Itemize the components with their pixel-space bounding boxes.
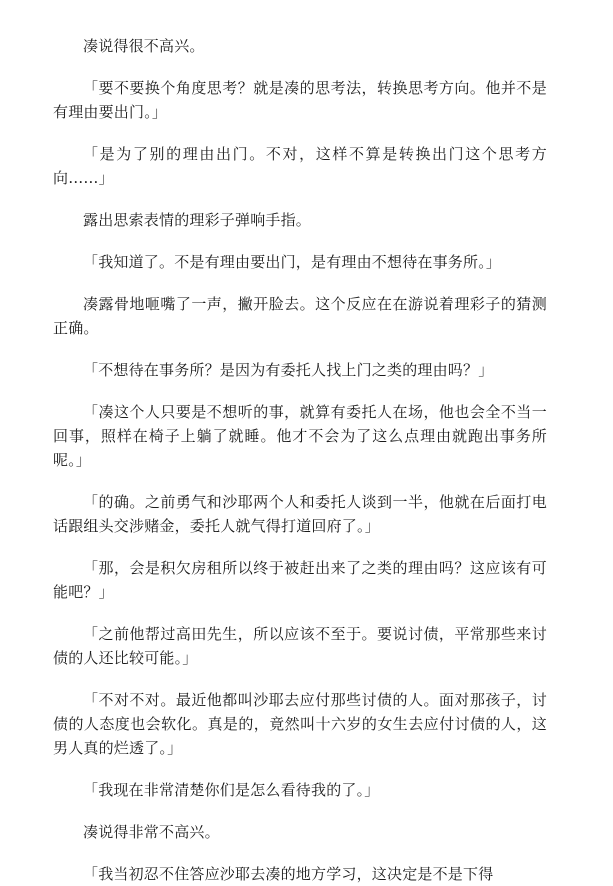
paragraph-14: 凑说得非常不高兴。 bbox=[83, 823, 220, 841]
paragraph-15: 「我当初忍不住答应沙耶去凑的地方学习，这决定是不是下得 bbox=[83, 865, 494, 883]
paragraph-13: 「我现在非常清楚你们是怎么看待我的了。」 bbox=[83, 781, 380, 799]
paragraph-3: 「是为了别的理由出门。不对，这样不算是转换出门这个思考方向……」 bbox=[53, 145, 547, 187]
paragraph-11: 「之前他帮过高田先生，所以应该不至于。要说讨债，平常那些来讨债的人还比较可能。」 bbox=[53, 625, 547, 667]
paragraph-1: 凑说得很不高兴。 bbox=[83, 37, 205, 55]
paragraph-5: 「我知道了。不是有理由要出门，是有理由不想待在事务所。」 bbox=[83, 253, 502, 271]
paragraph-7: 「不想待在事务所？是因为有委托人找上门之类的理由吗？」 bbox=[83, 361, 494, 379]
paragraph-9: 「的确。之前勇气和沙耶两个人和委托人谈到一半，他就在后面打电话跟组头交涉赌金，委托人就气得打道回府了。」 bbox=[53, 493, 547, 535]
paragraph-6: 凑露骨地咂嘴了一声，撇开脸去。这个反应在在游说着理彩子的猜测正确。 bbox=[53, 295, 547, 337]
paragraph-10: 「那，会是积欠房租所以终于被赶出来了之类的理由吗？这应该有可能吧？」 bbox=[53, 559, 547, 601]
paragraph-8: 「凑这个人只要是不想听的事，就算有委托人在场，他也会全不当一回事，照样在椅子上躺了就睡。他才不会为了这么点理由就跑出事务所呢。」 bbox=[53, 403, 547, 469]
paragraph-2: 「要不要换个角度思考？就是凑的思考法，转换思考方向。他并不是有理由要出门。」 bbox=[53, 79, 547, 121]
paragraph-12: 「不对不对。最近他都叫沙耶去应付那些讨债的人。面对那孩子，讨债的人态度也会软化。真是的，竟然叫十六岁的女生去应付讨债的人，这男人真的烂透了。」 bbox=[53, 691, 547, 757]
paragraph-4: 露出思索表情的理彩子弹响手指。 bbox=[83, 211, 312, 229]
